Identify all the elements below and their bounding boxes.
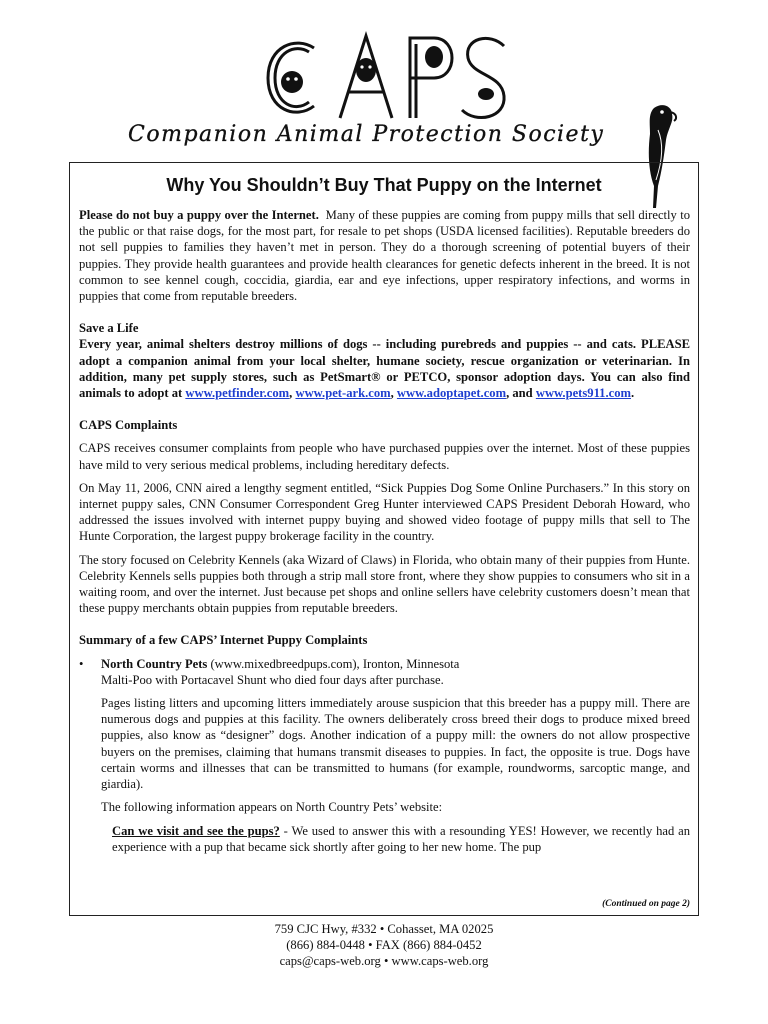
website-intro: The following information appears on North Country Pets’ website: bbox=[101, 800, 443, 815]
continued-note: (Continued on page 2) bbox=[602, 899, 690, 909]
link-pet-ark[interactable]: www.pet-ark.com bbox=[295, 386, 391, 401]
link-pets911[interactable]: www.pets911.com bbox=[535, 386, 631, 401]
quote-question: Can we visit and see the pups? bbox=[112, 823, 280, 838]
contact-footer bbox=[0, 921, 768, 969]
complaint-business-name: North Country Pets bbox=[101, 656, 208, 671]
complaints-heading: CAPS Complaints bbox=[79, 418, 178, 433]
intro-body: Many of these puppies are coming from puppy mills that sell directly to the public or that raise dogs, for the most part, for resale to pet shops (USDA licensed facilities). Reputable breeders do not sell puppies to families they haven’t met in person. They do a thorough screening of potential buyers of their puppies. They provide health guarantees and provide health clearances for genetic defects inherent in the breed. It is not common to see kennel cough, coccidia, giardia, ear and eye infections, upper respiratory infections, and worms in puppies that come from reputable breeders. bbox=[79, 208, 691, 304]
article-title: Why You Shouldn’t Buy That Puppy on the Internet bbox=[166, 175, 602, 195]
complaint-detail-paragraph: Pages listing litters and upcoming litters immediately arouse suspicion that this breeder has a puppy mill. There are numerous dogs and puppies at this facility. The owners deliberately cross breed their dogs to produce mixed breed puppies, also know as “designer” dogs. Another indication of a puppy mill: the owners do not allow prospective buyers on the premises, claiming that humans transmit diseases to puppies. In fact, the opposite is true. Dogs have certain worms and illnesses that can be transmitted to humans (for example, roundworms, sarcoptic mange, and giardia). bbox=[101, 696, 690, 792]
intro-lead: Please do not buy a puppy over the Internet. bbox=[79, 208, 319, 222]
save-heading: Save a Life bbox=[79, 321, 139, 336]
list-item bbox=[79, 656, 690, 695]
complaints-paragraph-2: On May 11, 2006, CNN aired a lengthy segment entitled, “Sick Puppies Dog Some Online Purchasers.” In this story on internet puppy sales, CNN Consumer Correspondent Greg Hunter interviewed CAPS President Deborah Howard, who addressed the issues involved with internet puppy buying and showed video footage of puppy mills that sell to The Hunte Corporation, the largest puppy brokerage facility in the country. bbox=[79, 480, 690, 544]
bullet-icon: • bbox=[79, 656, 84, 671]
quote-answer: - We used to answer this with a resounding YES! However, we recently had an experience with a pup that became sick shortly after going to her new home. The pup bbox=[112, 823, 690, 854]
footer-address: 759 CJC Hwy, #332 • Cohasset, MA 02025 bbox=[274, 922, 494, 936]
complaints-paragraph-1: CAPS receives consumer complaints from people who have purchased puppies over the internet. Most of these puppies have mild to very serious medical problems, including hereditary defects. bbox=[79, 441, 690, 472]
footer-web: caps@caps-web.org • www.caps-web.org bbox=[279, 954, 489, 968]
website-quote bbox=[112, 823, 690, 855]
complaints-paragraph-3: The story focused on Celebrity Kennels (aka Wizard of Claws) in Florida, who obtain many of their puppies from Hunte. Celebrity Kennels sells puppies both through a strip mall store front, where they show puppies to consumers who sit in a waiting room, and over the internet. Just because pet shops and online sellers have celebrity customers doesn’t mean that these puppy merchants obtain puppies from reputable breeders. bbox=[79, 552, 690, 616]
footer-phone: (866) 884-0448 • FAX (866) 884-0452 bbox=[286, 938, 482, 952]
caps-logo-icon bbox=[262, 30, 512, 125]
link-adoptapet[interactable]: www.adoptapet.com bbox=[396, 386, 507, 401]
article-body bbox=[79, 207, 690, 862]
save-body: Every year, animal shelters destroy millions of dogs -- including purebreds and puppies -- and cats. PLEASE adopt a companion animal from your local shelter, humane society, rescue organization or veterinarian. In addition, many pet supply stores, such as PetSmart® or PETCO, sponsor adoption days. You can also find animals to adopt at bbox=[79, 337, 690, 401]
complaint-summary: Malti-Poo with Portacavel Shunt who died four days after purchase. bbox=[101, 672, 444, 687]
link-petfinder[interactable]: www.petfinder.com bbox=[185, 386, 290, 401]
summary-heading: Summary of a few CAPS’ Internet Puppy Complaints bbox=[79, 633, 368, 648]
organization-tagline: Companion Animal Protection Society bbox=[128, 122, 605, 147]
article-box bbox=[69, 162, 699, 916]
header bbox=[0, 0, 768, 175]
complaint-business-info: (www.mixedbreedpups.com), Ironton, Minnesota bbox=[207, 656, 460, 671]
intro-paragraph bbox=[79, 207, 690, 304]
save-paragraph: Every year, animal shelters destroy millions of dogs -- including purebreds and puppies -- and cats. PLEASE adopt a companion animal from your local shelter, humane society, rescue organization or veterinarian. In addition, many pet supply stores, such as PetSmart® or PETCO, sponsor adoption days. You can also find animals to adopt at www.petfinder.com, www.pet-ark.com, www.adoptapet.com, and www.pets911.com. bbox=[79, 337, 690, 401]
